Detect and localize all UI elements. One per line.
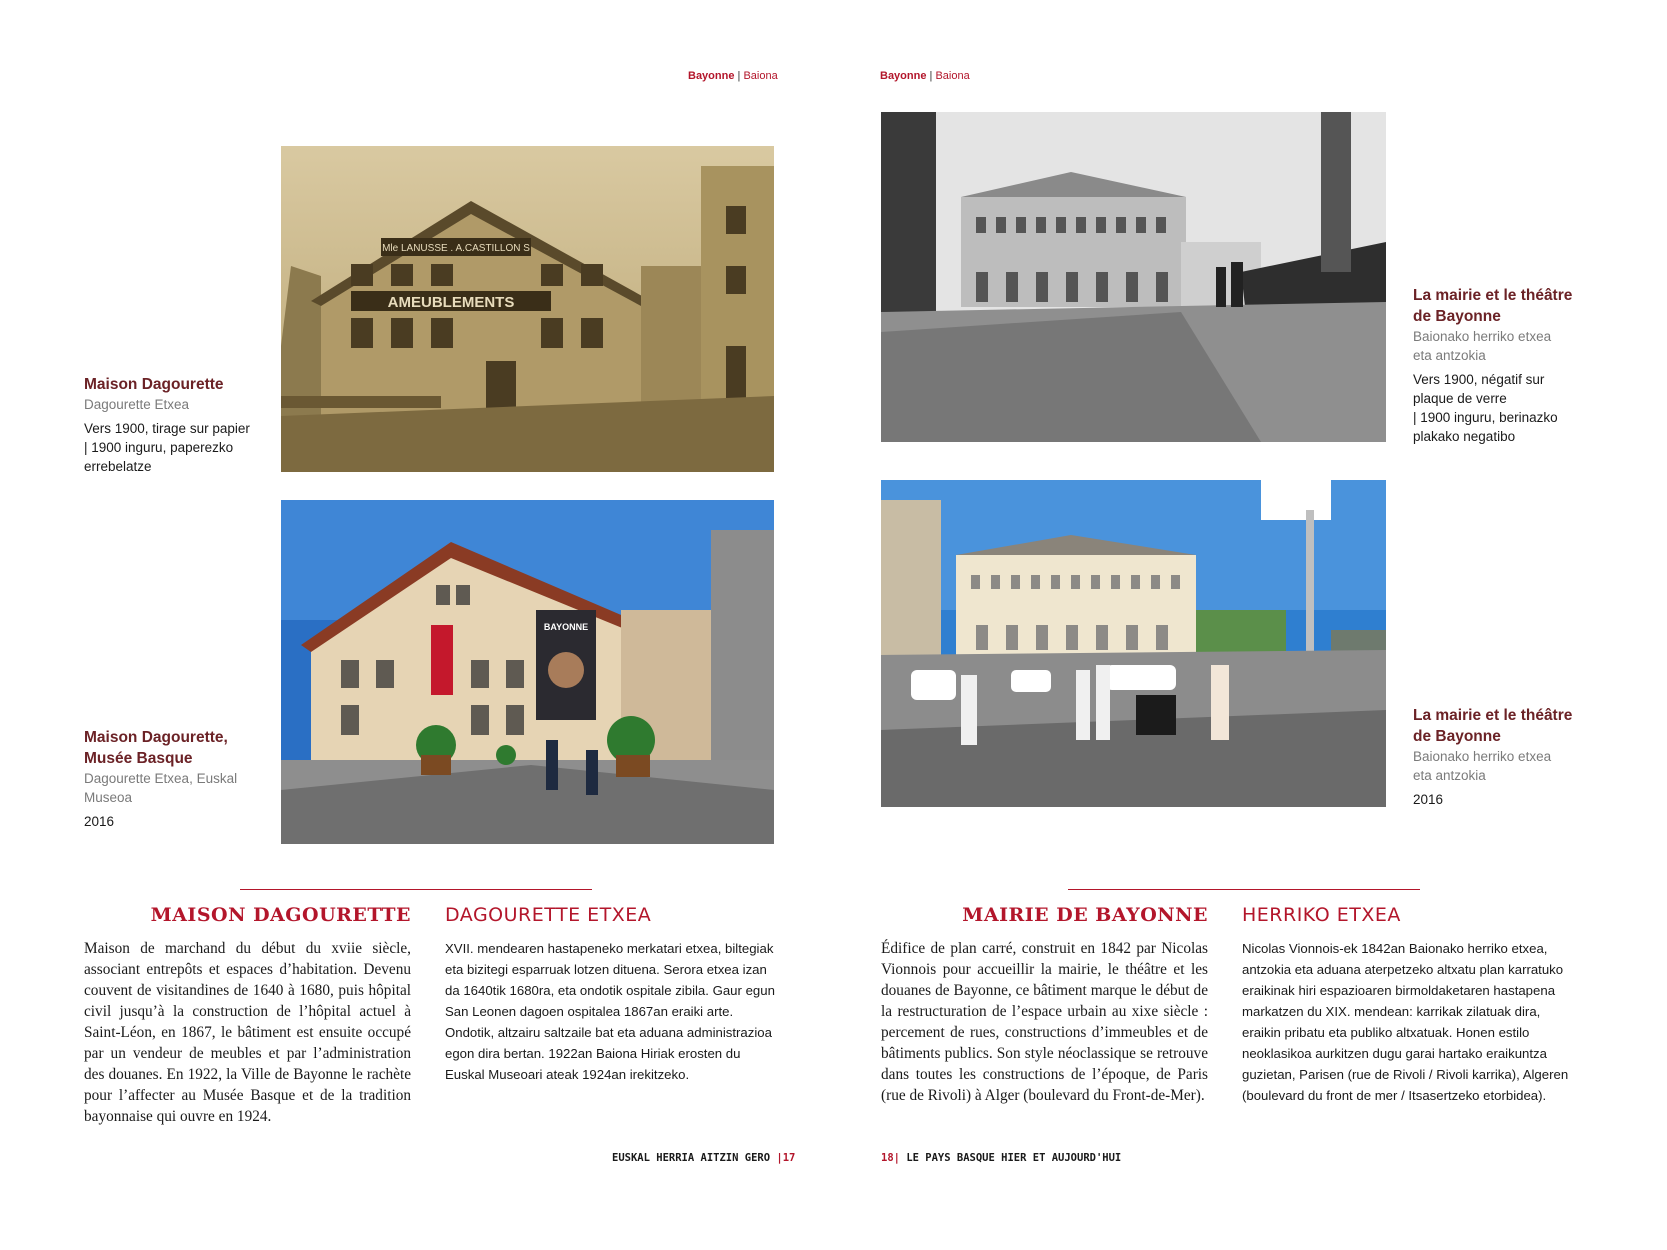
caption-title-line: Maison Dagourette, <box>84 729 228 746</box>
page-footer-right: 18| LE PAYS BASQUE HIER ET AUJOURD'HUI <box>881 1152 1122 1164</box>
caption-subtitle-line: Dagourette Etxea, Euskal <box>84 771 238 786</box>
caption-title-line: de Bayonne <box>1413 308 1501 325</box>
caption-title-line: La mairie et le théâtre <box>1413 287 1573 304</box>
running-head-city: Bayonne <box>688 70 735 82</box>
caption-date: 2016 <box>1413 792 1444 807</box>
caption-subtitle <box>1413 327 1588 365</box>
section-heading-eu-left: DAGOURETTE ETXEA <box>445 904 652 926</box>
caption-date-line: Vers 1900, tirage sur papier <box>84 421 250 436</box>
running-head-city: Bayonne <box>880 70 927 82</box>
caption-title-line: La mairie et le théâtre <box>1413 707 1573 724</box>
section-rule-right <box>1068 889 1420 890</box>
photo-mairie-1900 <box>881 112 1386 442</box>
caption-subtitle-line: Museoa <box>84 790 133 805</box>
footer-title: LE PAYS BASQUE HIER ET AUJOURD'HUI <box>906 1152 1122 1164</box>
body-text-eu-right: Nicolas Vionnois-ek 1842an Baionako herriko etxea, antzokia eta aduana aterpetzeko altxatu plan karratuko eraikinak hiri espazioaren birmoldaketaren hastapena markatzen du XIX. mendean: karrikak zilatuak dira, eraikin pribatu eta publiko altxatuak. Honen estilo neoklasikoa aurkitzen dugu garai hartako eraikuntza guzietan, Parisen (rue de Rivoli / Rivoli karrika), Algeren (boulevard du front de mer / Itsasertzeko etorbidea). <box>1242 941 1569 1103</box>
running-head-right: Bayonne | Baiona <box>880 70 970 82</box>
page-footer-left: EUSKAL HERRIA AITZIN GERO |17 <box>612 1152 796 1164</box>
caption-date-line: plakako negatibo <box>1413 429 1516 444</box>
caption-subtitle <box>84 769 264 807</box>
caption-date-line: errebelatze <box>84 459 152 474</box>
caption-subtitle-line: eta antzokia <box>1413 768 1486 783</box>
section-rule-left <box>240 889 592 890</box>
caption-title: Maison Dagourette <box>84 376 224 393</box>
caption-photo-top-left <box>84 374 264 476</box>
caption-date <box>1413 370 1588 446</box>
caption-date <box>84 419 264 476</box>
section-heading-fr-left: MAISON DAGOURETTE <box>150 904 411 926</box>
section-heading-fr-right: MAIRIE DE BAYONNE <box>962 904 1208 926</box>
body-text-fr-left: Maison de marchand du début du xviie siècle, associant entrepôts et espaces d’habitation. Devenu couvent de visitandines de 1640 à 1680, puis hôpital civil jusqu’à la construction de l’hôpital actuel à Saint-Léon, en 1867, le bâtiment est ensuite occupé par un vendeur de meubles et par l’administration des douanes. En 1922, la Ville de Bayonne le rachète pour l’affecter au Musée Basque et de la tradition bayonnaise qui ouvre en 1924. <box>84 940 411 1125</box>
running-head-left: Bayonne | Baiona <box>688 70 778 82</box>
caption-date-line: | 1900 inguru, paperezko <box>84 440 234 455</box>
caption-date-line: Vers 1900, négatif sur <box>1413 372 1545 387</box>
caption-date-line: plaque de verre <box>1413 391 1507 406</box>
caption-subtitle-line: Baionako herriko etxea <box>1413 749 1552 764</box>
caption-subtitle <box>1413 747 1588 785</box>
caption-title-line: de Bayonne <box>1413 728 1501 745</box>
section-heading-eu-right: HERRIKO ETXEA <box>1242 904 1401 926</box>
page-number: 17 <box>782 1152 796 1164</box>
caption-subtitle: Dagourette Etxea <box>84 397 190 412</box>
caption-photo-bottom-right <box>1413 705 1588 809</box>
caption-title <box>1413 285 1588 327</box>
caption-date-line: | 1900 inguru, berinazko <box>1413 410 1558 425</box>
caption-title <box>1413 705 1588 747</box>
photo-musee-basque-2016 <box>281 500 774 844</box>
caption-date: 2016 <box>84 814 115 829</box>
photo-maison-dagourette-1900 <box>281 146 774 472</box>
museum-banner-text: BAYONNE <box>543 622 589 632</box>
caption-subtitle-line: eta antzokia <box>1413 348 1486 363</box>
caption-photo-bottom-left <box>84 727 264 831</box>
photo-mairie-2016 <box>881 480 1386 807</box>
caption-photo-top-right <box>1413 285 1588 446</box>
caption-title-line: Musée Basque <box>84 750 193 767</box>
body-text-eu-left: XVII. mendearen hastapeneko merkatari etxea, biltegiak eta bizitegi esparruak lotzen dituena. Serora etxea izan da 1640tik 1680ra, eta ondotik ospitale zibila. Gaur egun San Leonen dagoen ospitalea 1867an eraiki arte. Ondotik, altzairu saltzaile bat eta aduana administrazioa egon dira bertan. 1922an Baiona Hiriak erosten du Euskal Museoari ateak 1924an irekitzeko. <box>445 941 775 1082</box>
body-text-fr-right: Édifice de plan carré, construit en 1842 par Nicolas Vionnois pour accueillir la mairie, le théâtre et les douanes de Bayonne, ce bâtiment marque le début de la restructuration de l’espace urbain au xixe siècle : percement de rues, constructions d’immeubles et de bâtiments publics. Son style néoclassique se retrouve dans toutes les constructions de l’époque, de Paris (rue de Rivoli) à Alger (boulevard du Front-de-Mer). <box>881 940 1208 1104</box>
page-number: 18 <box>881 1152 894 1164</box>
shop-sign-main: AMEUBLEMENTS <box>387 294 515 311</box>
running-head-alt: Baiona <box>743 70 778 82</box>
caption-subtitle-line: Baionako herriko etxea <box>1413 329 1552 344</box>
caption-title <box>84 727 264 769</box>
shop-sign-top: Mle LANUSSE . A.CASTILLON S <box>382 243 530 254</box>
running-head-alt: Baiona <box>935 70 970 82</box>
footer-title: EUSKAL HERRIA AITZIN GERO <box>612 1152 771 1164</box>
